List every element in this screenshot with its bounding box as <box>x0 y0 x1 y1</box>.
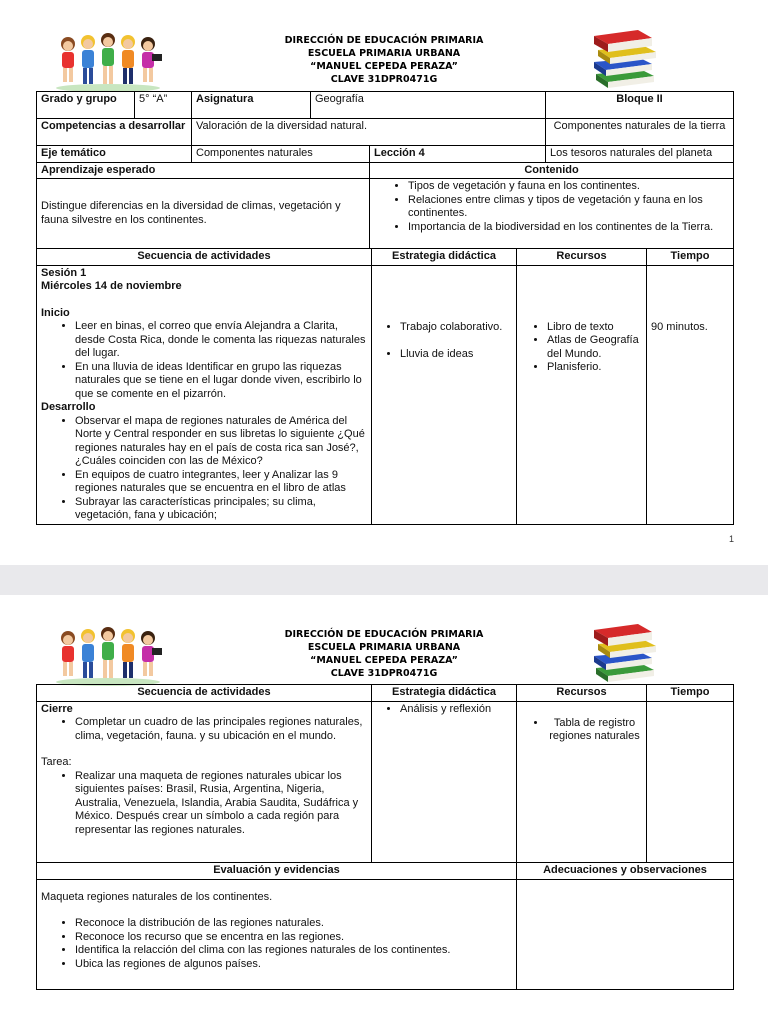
desarrollo-label: Desarrollo <box>41 401 96 413</box>
recurso-item: • Libro de texto <box>547 321 642 335</box>
contenido-list <box>374 180 729 234</box>
eje-label: Eje temático <box>37 146 192 163</box>
adecuaciones-label: Adecuaciones y observaciones <box>517 863 734 880</box>
cierre-label: Cierre <box>41 702 73 715</box>
col-secuencia: Secuencia de actividades <box>37 685 372 702</box>
aprendizaje-label: Aprendizaje esperado <box>37 162 370 179</box>
recursos-cell <box>517 265 647 524</box>
estrategia-item: • Lluvia de ideas <box>400 348 512 362</box>
contenido-item: • Tipos de vegetación y fauna en los continentes. <box>408 180 729 194</box>
header-line-3: “MANUEL CEPEDA PERAZA” <box>310 61 458 72</box>
col-tiempo: Tiempo <box>647 685 734 702</box>
competencias-value: Valoración de la diversidad natural. <box>192 119 546 146</box>
competencias-label: Competencias a desarrollar <box>37 119 192 146</box>
inicio-item: • Leer en binas, el correo que envía Alejandra a Clarita, desde Costa Rica, donde le comenta las riquezas naturales del lugar. <box>75 320 367 361</box>
evaluation-table <box>36 862 734 990</box>
col-recursos: Recursos <box>517 685 647 702</box>
adecuaciones-cell <box>517 879 734 989</box>
evaluacion-item: • Reconoce la distribución de las regiones naturales. <box>75 917 512 931</box>
books-clipart-logo <box>590 24 660 92</box>
evaluacion-list <box>41 917 512 971</box>
competencias-extra: Componentes naturales de la tierra <box>546 119 734 146</box>
header-line-3: “MANUEL CEPEDA PERAZA” <box>310 655 458 666</box>
estrategia-cell <box>372 701 517 862</box>
recursos-cell <box>517 701 647 862</box>
estrategia-item: • Análisis y reflexión <box>400 703 512 717</box>
grado-label: Grado y grupo <box>37 92 135 119</box>
tiempo-cell <box>647 701 734 862</box>
activities-table <box>36 248 734 525</box>
grado-value: 5° “A” <box>135 92 192 119</box>
estrategia-list <box>376 321 512 362</box>
evaluacion-text: Maqueta regiones naturales de los continentes. <box>41 890 273 903</box>
contenido-item: • Relaciones entre climas y tipos de vegetación y fauna en los continentes. <box>408 194 729 221</box>
recursos-list <box>521 321 642 375</box>
evaluacion-item: • Identifica la relacción del clima con las regiones naturales de los continentes. <box>75 944 512 958</box>
desarrollo-list <box>41 415 367 523</box>
inicio-item: • En una lluvia de ideas Identificar en grupo las riquezas naturales que se tiene en el lugar donde viven, escribirlo lo que se comente en el pizarrón. <box>75 361 367 402</box>
leccion-value: Los tesoros naturales del planeta <box>546 146 734 163</box>
col-secuencia: Secuencia de actividades <box>37 249 372 266</box>
eje-value: Componentes naturales <box>192 146 370 163</box>
estrategia-list <box>376 703 512 717</box>
contenido-list-cell <box>370 179 734 249</box>
header-line-4: CLAVE 31DPR0471G <box>330 668 438 679</box>
estrategia-item: • Trabajo colaborativo. <box>400 321 512 335</box>
inicio-list <box>41 320 367 401</box>
col-estrategia: Estrategia didáctica <box>372 685 517 702</box>
col-estrategia: Estrategia didáctica <box>372 249 517 266</box>
desarrollo-item: • Observar el mapa de regiones naturales de América del Norte y Central responder en sus libretas lo siguiente ¿Qué regiones naturales hay en el país de costa rica san José?, ¿Cuáles coinciden con las de México? <box>75 415 367 469</box>
evaluacion-cell <box>37 879 517 989</box>
contenido-item: • Importancia de la biodiversidad en los continentes de la Tierra. <box>408 221 729 235</box>
page-number: 1 <box>728 534 734 544</box>
closure-table <box>36 684 734 863</box>
estrategia-cell <box>372 265 517 524</box>
document-page-2 <box>0 600 768 1024</box>
header-line-2: ESCUELA PRIMARIA URBANA <box>307 48 461 59</box>
leccion-label: Lección 4 <box>370 146 546 163</box>
tiempo-cell <box>647 265 734 524</box>
lesson-plan-table <box>36 91 734 249</box>
col-recursos: Recursos <box>517 249 647 266</box>
tarea-item: • Realizar una maqueta de regiones naturales ubicar los siguientes países: Brasil, Rusia, Argentina, Nigeria, Australia, Venezuela, Islandia, Arabia Saudita, Sudáfrica y México. Después crear un símbolo a cada región para representar las regiones naturales. <box>75 770 367 838</box>
tarea-label: Tarea: <box>41 756 72 768</box>
desarrollo-item: • En equipos de cuatro integrantes, leer y Analizar las 9 regiones naturales que se encuentra en el libro de atlas <box>75 469 367 496</box>
cierre-item: • Completar un cuadro de las principales regiones naturales, clima, vegetación, fauna. y su ubicación en el mundo. <box>75 716 367 743</box>
inicio-label: Inicio <box>41 306 70 319</box>
desarrollo-item: • Subrayar las características principales; su clima, vegetación, fana y ubicación; <box>75 496 367 523</box>
asignatura-value: Geografía <box>311 92 546 119</box>
aprendizaje-value: Distingue diferencias en la diversidad de climas, vegetación y fauna silvestre en los continentes. <box>37 179 370 249</box>
cierre-cell <box>37 701 372 862</box>
recurso-item: • Atlas de Geografía del Mundo. <box>547 334 642 361</box>
evaluacion-item: • Reconoce los recurso que se encentra en las regiones. <box>75 931 512 945</box>
cierre-list <box>41 716 367 743</box>
page-separator <box>0 565 768 595</box>
header-line-2: ESCUELA PRIMARIA URBANA <box>307 642 461 653</box>
contenido-label: Contenido <box>370 162 734 179</box>
col-tiempo: Tiempo <box>647 249 734 266</box>
recurso-item: • Tabla de registro regiones naturales <box>547 717 642 744</box>
session-title: Sesión 1 <box>41 266 87 279</box>
header-line-1: DIRECCIÓN DE EDUCACIÓN PRIMARIA <box>284 629 484 640</box>
recursos-list <box>521 717 642 744</box>
bloque-label: Bloque II <box>546 92 734 119</box>
tiempo-value: 90 minutos. <box>651 320 708 333</box>
session-date: Miércoles 14 de noviembre <box>41 280 182 292</box>
header-line-4: CLAVE 31DPR0471G <box>330 74 438 85</box>
evaluacion-item: • Ubica las regiones de algunos países. <box>75 958 512 972</box>
asignatura-label: Asignatura <box>192 92 311 119</box>
tarea-list <box>41 770 367 838</box>
secuencia-cell <box>37 265 372 524</box>
evaluacion-label: Evaluación y evidencias <box>37 863 517 880</box>
books-clipart-logo <box>590 618 660 686</box>
header-line-1: DIRECCIÓN DE EDUCACIÓN PRIMARIA <box>284 35 484 46</box>
recurso-item: • Planisferio. <box>547 361 642 375</box>
